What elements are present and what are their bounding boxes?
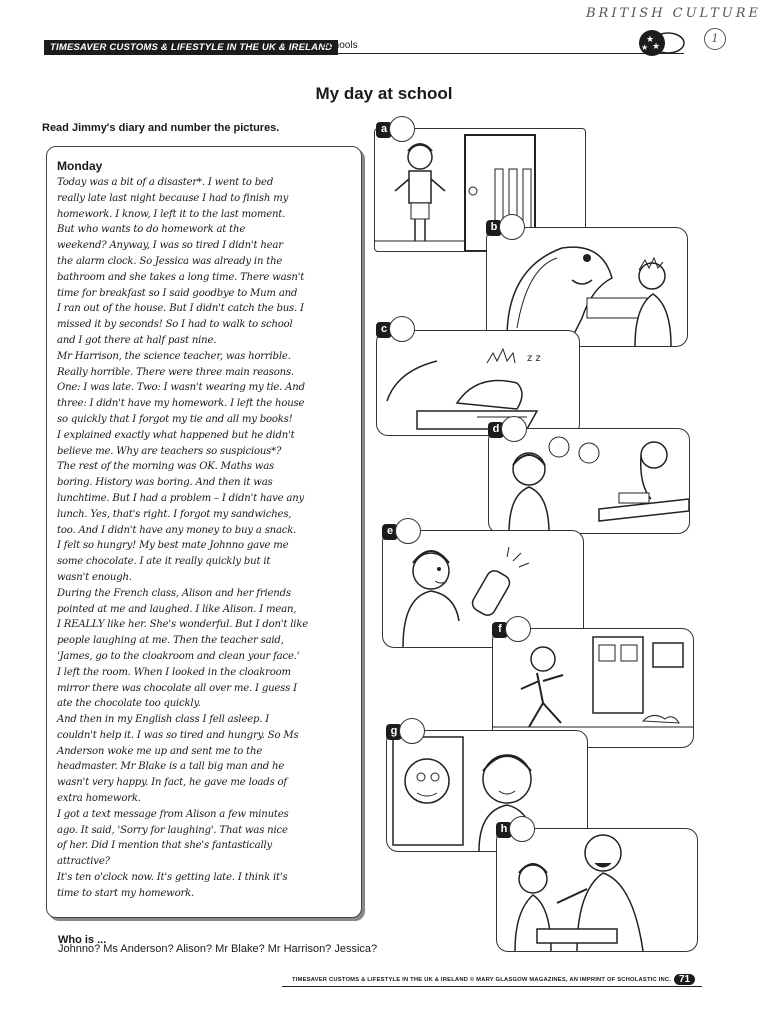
diary-line: bathroom and she takes a long time. There wasn't — [57, 271, 305, 283]
picture-letter-h: h — [496, 816, 526, 846]
diary-line: And then in my English class I fell asleep. I — [57, 714, 270, 726]
who-label: Who is ... — [58, 934, 107, 946]
handwritten-note: BRITISH CULTURE — [586, 6, 762, 21]
answer-circle-g[interactable] — [399, 718, 425, 744]
diary-line: missed it by seconds! So I had to walk to school — [57, 319, 293, 331]
picture-panel-d — [488, 428, 690, 534]
diary-box — [46, 146, 362, 918]
diary-line: the alarm clock. So Jessica was already in the — [57, 255, 283, 267]
diary-line: people laughing at me. Then the teacher said, — [57, 635, 284, 647]
diary-line: I explained exactly what happened but he didn't — [57, 429, 295, 441]
diary-line: too. And I didn't have any money to buy a snack. — [57, 524, 297, 536]
diary-line: ago. It said, 'Sorry for laughing'. That was nice — [57, 824, 288, 836]
diary-line: pointed at me and laughed. I like Alison. I mean, — [57, 603, 297, 615]
diary-line: Really horrible. There were three main reasons. — [57, 366, 294, 378]
diary-line: mirror there was chocolate all over me. I guess I — [57, 682, 297, 694]
diary-line: Today was a bit of a disaster*. I went to bed — [57, 177, 274, 188]
diary-line: I ran out of the house. But I didn't catch the bus. I — [57, 303, 304, 315]
svg-text:★: ★ — [652, 42, 661, 52]
svg-text:★: ★ — [641, 43, 649, 52]
stars-logo-icon — [632, 28, 688, 58]
diary-line: I REALLY like her. She's wonderful. But I don't like — [57, 619, 308, 631]
diary-text — [57, 175, 355, 902]
diary-line: boring. History was boring. And then it was — [57, 477, 273, 489]
angry-teacher-icon — [487, 228, 687, 346]
header-section: Schools — [322, 40, 358, 51]
answer-circle-a[interactable] — [389, 116, 415, 142]
diary-line: I felt so hungry! My best mate Johnno gave me — [57, 540, 289, 552]
diary-line: Anderson woke me up and sent me to the — [57, 745, 263, 757]
diary-line: some chocolate. I ate it really quickly but it — [57, 556, 271, 568]
sleeping-boy-icon — [377, 331, 579, 435]
answer-circle-d[interactable] — [501, 416, 527, 442]
instruction: Read Jimmy's diary and number the pictures. — [42, 122, 280, 134]
svg-text:z z: z z — [527, 353, 541, 364]
diary-line: headmaster. Mr Blake is a tall big man and he — [57, 761, 285, 773]
diary-line: three: I didn't have my homework. I left the house — [57, 398, 305, 410]
diary-line: 'James, go to the cloakroom and clean your face.' — [57, 650, 300, 662]
girls-laughing-icon — [489, 429, 689, 533]
picture-letter-c: c — [376, 316, 406, 346]
svg-text:★: ★ — [646, 35, 655, 45]
picture-letter-a: a — [376, 116, 406, 146]
picture-letter-e: e — [382, 518, 412, 548]
diary-line: really late last night because I had to finish my — [57, 192, 289, 204]
diary-line: and I got there at half past nine. — [57, 334, 217, 346]
diary-line: lunch. Yes, that's right. I forgot my sandwiches, — [57, 508, 292, 520]
diary-line: lunchtime. But I had a problem – I didn't have any — [57, 492, 304, 504]
diary-line: I left the room. When I looked in the cloakroom — [57, 666, 291, 678]
diary-line: homework. I know, I left it to the last moment. — [57, 208, 286, 220]
header-banner: TIMESAVER CUSTOMS & LIFESTYLE IN THE UK & IRELAND — [44, 40, 338, 55]
diary-line: wasn't enough. — [57, 571, 132, 583]
diary-line: time for breakfast so I said goodbye to Mum and — [57, 287, 298, 299]
page-title: My day at school — [315, 84, 453, 103]
diary-line: It's ten o'clock now. It's getting late. I think it's — [57, 872, 288, 884]
answer-circle-c[interactable] — [389, 316, 415, 342]
diary-line: During the French class, Alison and her friends — [57, 587, 291, 599]
diary-line: attractive? — [57, 856, 110, 868]
diary-day: Monday — [57, 159, 103, 173]
diary-line: ate the chocolate too quickly. — [57, 698, 201, 710]
handwritten-circled-number: 1 — [704, 28, 726, 50]
who-names: Johnno? Ms Anderson? Alison? Mr Blake? Mr Harrison? Jessica? — [58, 943, 378, 955]
diary-line: so quickly that I forgot my tie and all my books! — [57, 413, 293, 425]
picture-panel-b — [486, 227, 688, 347]
diary-line: I got a text message from Alison a few minutes — [57, 808, 289, 820]
answer-circle-b[interactable] — [499, 214, 525, 240]
diary-line: time to start my homework. — [57, 887, 194, 899]
page-number: 71 — [674, 974, 695, 985]
diary-line: But who wants to do homework at the — [57, 224, 246, 236]
picture-letter-d: d — [488, 416, 518, 446]
answer-circle-f[interactable] — [505, 616, 531, 642]
diary-line: Mr Harrison, the science teacher, was horrible. — [57, 350, 291, 362]
diary-line: wasn't very happy. In fact, he gave me loads of — [57, 777, 287, 789]
headmaster-icon — [497, 829, 697, 951]
diary-line: The rest of the morning was OK. Maths was — [57, 461, 275, 473]
diary-line: extra homework. — [57, 793, 141, 805]
picture-letter-g: g — [386, 718, 416, 748]
diary-line: weekend? Anyway, I was so tired I didn't hear — [57, 240, 283, 252]
diary-line: couldn't help it. I was so tired and hungry. So Ms — [57, 729, 299, 741]
picture-letter-f: f — [492, 616, 522, 646]
answer-circle-e[interactable] — [395, 518, 421, 544]
diary-line: of her. Did I mention that she's fantastically — [57, 840, 273, 852]
picture-panel-h — [496, 828, 698, 952]
footer-rule — [282, 986, 702, 987]
diary-line: believe me. Why are teachers so suspicious*? — [57, 445, 282, 457]
picture-panel-c — [376, 330, 580, 436]
picture-letter-b: b — [486, 214, 516, 244]
footer-copyright: TIMESAVER CUSTOMS & LIFESTYLE IN THE UK & IRELAND © MARY GLASGOW MAGAZINES, AN IMPRINT OF SCHOLASTIC INC. — [292, 977, 672, 983]
diary-line: One: I was late. Two: I wasn't wearing my tie. And — [57, 382, 305, 394]
answer-circle-h[interactable] — [509, 816, 535, 842]
